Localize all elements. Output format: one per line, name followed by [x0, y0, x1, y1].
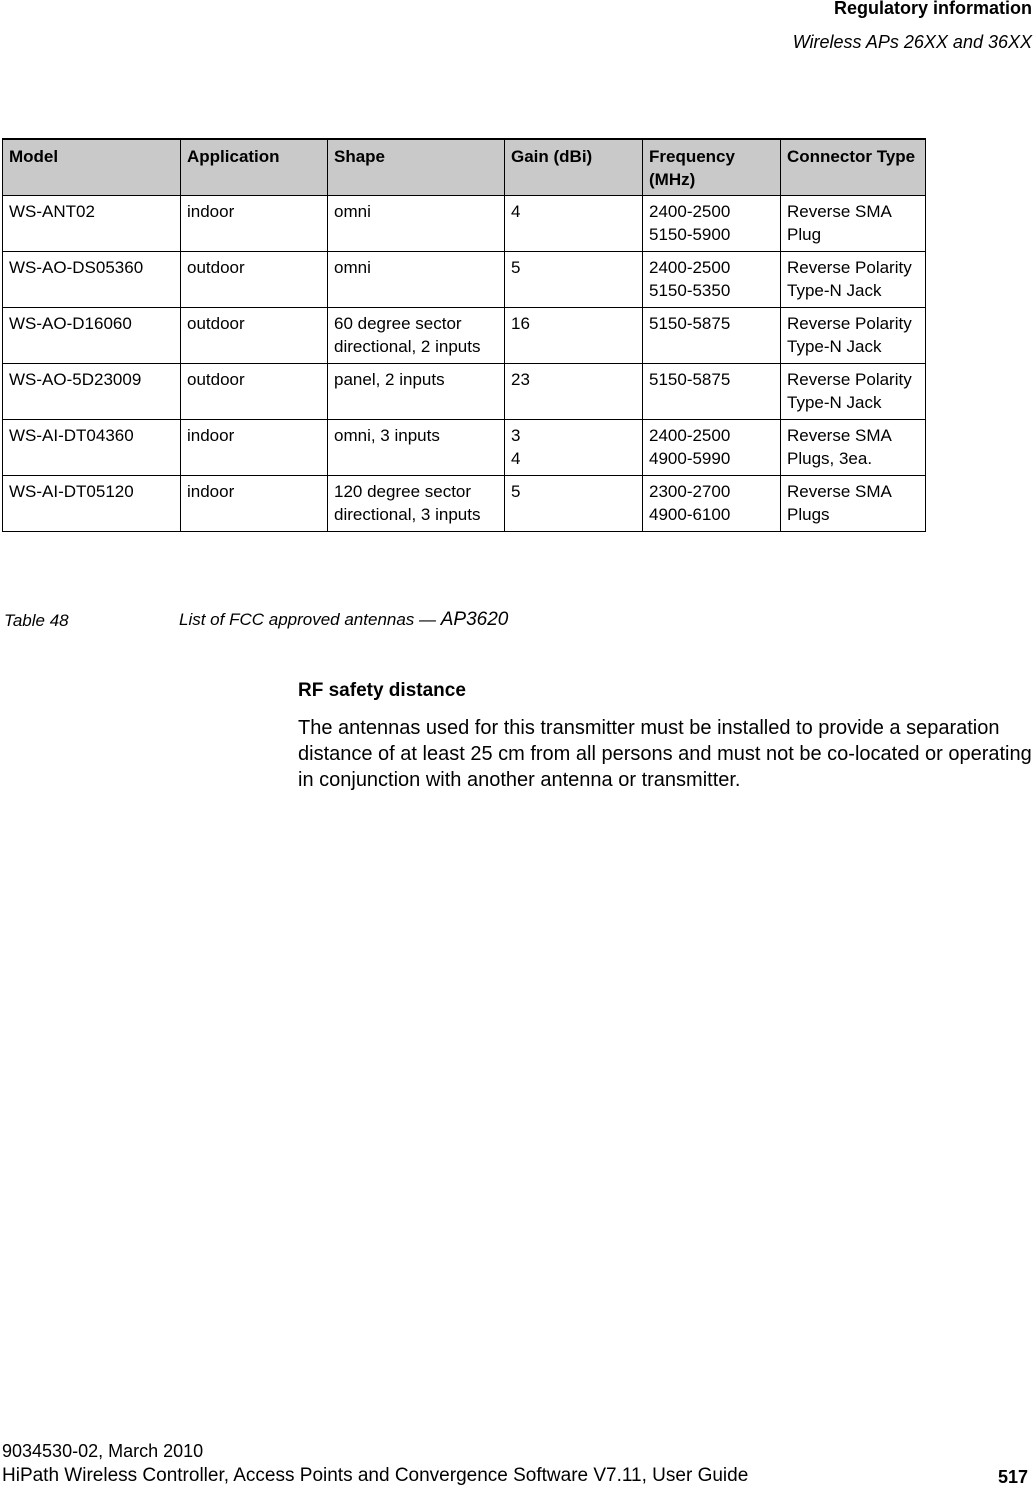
cell-connector: Reverse Polarity Type-N Jack — [781, 252, 926, 308]
frequency-value: 2400-2500 — [649, 258, 731, 277]
running-header-subtitle: Wireless APs 26XX and 36XX — [792, 32, 1032, 52]
column-header-connector-type: Connector Type — [781, 139, 926, 196]
cell-frequency — [643, 252, 781, 308]
cell-connector: Reverse Polarity Type-N Jack — [781, 308, 926, 364]
cell-shape: omni — [328, 196, 505, 252]
frequency-value: 2400-2500 — [649, 202, 731, 221]
table-row — [3, 196, 926, 252]
cell-frequency — [643, 476, 781, 532]
page-number: 517 — [997, 1467, 1028, 1487]
section-heading: RF safety distance — [298, 680, 466, 701]
gain-value: 5 — [511, 258, 521, 277]
cell-shape: panel, 2 inputs — [328, 364, 505, 420]
cell-frequency — [643, 420, 781, 476]
cell-gain — [505, 476, 643, 532]
gain-value: 4 — [511, 449, 521, 468]
table-caption — [179, 609, 508, 631]
cell-model: WS-AO-D16060 — [3, 308, 181, 364]
cell-frequency — [643, 196, 781, 252]
table-caption-text: List of FCC approved antennas — — [179, 610, 441, 629]
frequency-value: 5150-5900 — [649, 225, 731, 244]
cell-frequency — [643, 308, 781, 364]
cell-gain — [505, 196, 643, 252]
body-paragraph: The antennas used for this transmitter must be installed to provide a separation distance of at least 25 cm from all persons and must not be co-located or operating in conjunction with another antenna or transmitter. — [298, 717, 1032, 791]
cell-connector: Reverse SMA Plugs, 3ea. — [781, 420, 926, 476]
table-caption-label: Table 48 — [4, 611, 69, 630]
cell-connector: Reverse SMA Plugs — [781, 476, 926, 532]
table-caption-model: AP3620 — [440, 609, 509, 630]
cell-gain — [505, 420, 643, 476]
cell-connector: Reverse Polarity Type-N Jack — [781, 364, 926, 420]
cell-application: indoor — [181, 476, 328, 532]
table-row — [3, 252, 926, 308]
cell-connector: Reverse SMA Plug — [781, 196, 926, 252]
column-header-model: Model — [3, 139, 181, 196]
cell-model: WS-AO-DS05360 — [3, 252, 181, 308]
column-header-application: Application — [181, 139, 328, 196]
cell-shape: 60 degree sector directional, 2 inputs — [328, 308, 505, 364]
fcc-antenna-table — [2, 138, 926, 532]
cell-application: outdoor — [181, 252, 328, 308]
cell-gain — [505, 308, 643, 364]
cell-shape: 120 degree sector directional, 3 inputs — [328, 476, 505, 532]
gain-value: 5 — [511, 482, 521, 501]
frequency-value: 2400-2500 — [649, 426, 731, 445]
cell-application: outdoor — [181, 364, 328, 420]
cell-model: WS-ANT02 — [3, 196, 181, 252]
column-header-gain: Gain (dBi) — [505, 139, 643, 196]
frequency-value: 4900-5990 — [649, 449, 731, 468]
column-header-frequency: Frequency (MHz) — [643, 139, 781, 196]
frequency-value: 2300-2700 — [649, 482, 731, 501]
gain-value: 4 — [511, 202, 521, 221]
cell-application: indoor — [181, 196, 328, 252]
cell-application: indoor — [181, 420, 328, 476]
cell-model: WS-AI-DT05120 — [3, 476, 181, 532]
gain-value: 23 — [511, 370, 530, 389]
cell-shape: omni, 3 inputs — [328, 420, 505, 476]
table-row — [3, 364, 926, 420]
cell-shape: omni — [328, 252, 505, 308]
cell-model: WS-AI-DT04360 — [3, 420, 181, 476]
frequency-value: 4900-6100 — [649, 505, 731, 524]
cell-frequency — [643, 364, 781, 420]
cell-gain — [505, 252, 643, 308]
frequency-value: 5150-5875 — [649, 370, 731, 389]
cell-model: WS-AO-5D23009 — [3, 364, 181, 420]
gain-value: 3 — [511, 426, 521, 445]
table-header-row — [3, 139, 926, 196]
table-row — [3, 420, 926, 476]
column-header-shape: Shape — [328, 139, 505, 196]
footer-doc-id: 9034530-02, March 2010 — [2, 1441, 204, 1461]
table-row — [3, 308, 926, 364]
frequency-value: 5150-5875 — [649, 314, 731, 333]
gain-value: 16 — [511, 314, 530, 333]
footer-title: HiPath Wireless Controller, Access Points and Convergence Software V7.11, User Guide — [2, 1465, 749, 1486]
running-header-title: Regulatory information — [833, 0, 1032, 18]
table-row — [3, 476, 926, 532]
cell-gain — [505, 364, 643, 420]
cell-application: outdoor — [181, 308, 328, 364]
frequency-value: 5150-5350 — [649, 281, 731, 300]
